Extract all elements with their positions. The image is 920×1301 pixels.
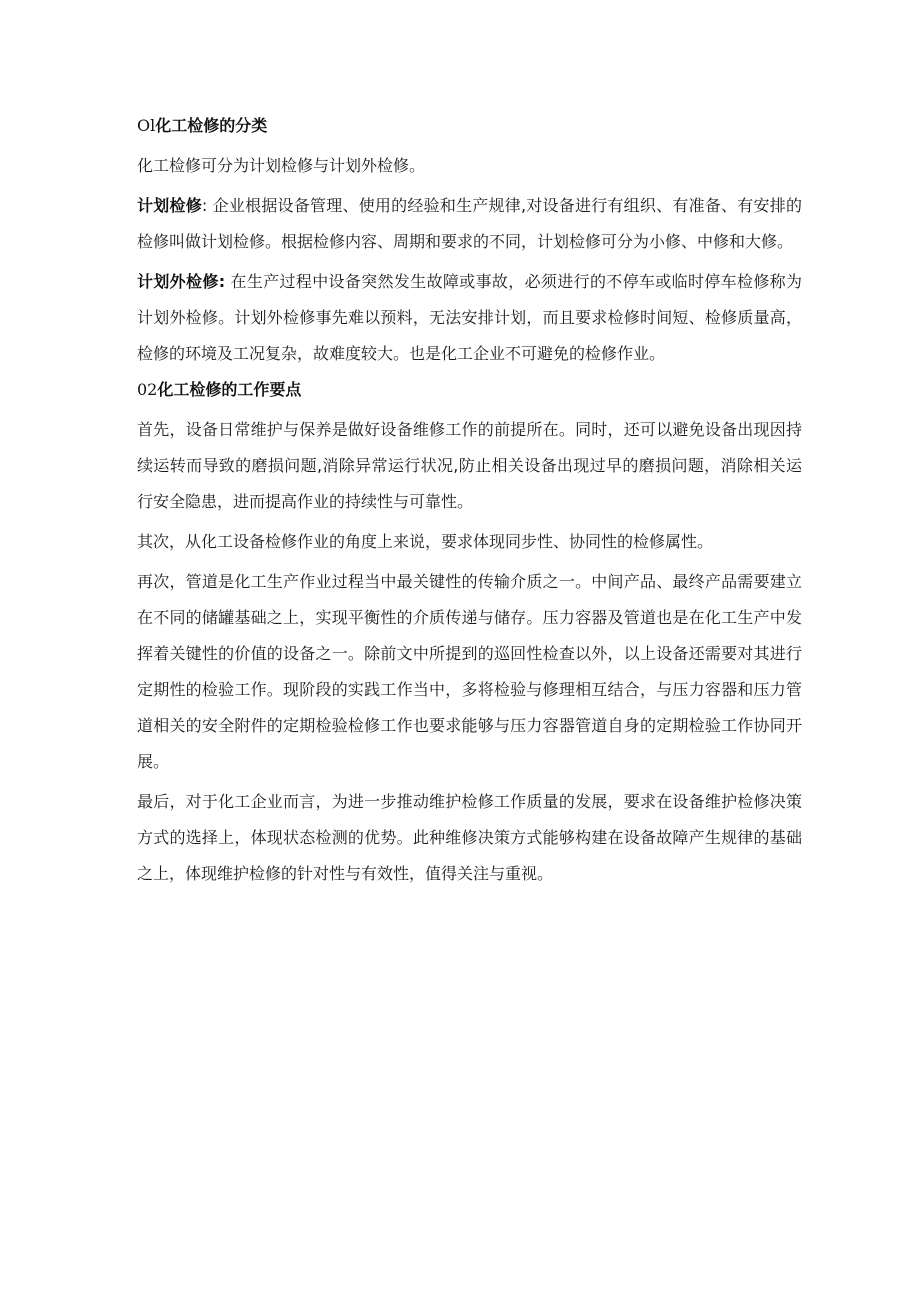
section-1-intro: 化工检修可分为计划检修与计划外检修。: [137, 156, 426, 175]
section-1-title: 化工检修的分类: [155, 116, 268, 135]
section-2-title: 化工检修的工作要点: [157, 380, 302, 399]
planned-maintenance-text: : 企业根据设备管理、使用的经验和生产规律,对设备进行有组织、有准备、有安排的检修叫做计划检修。根据检修内容、周期和要求的不同，计划检修可分为小修、中修和大修。: [137, 196, 802, 251]
unplanned-maintenance-text: 在生产过程中设备突然发生故障或事故，必须进行的不停车或临时停车检修称为计划外检修。计划外检修事先难以预料，无法安排计划，而且要求检修时间短、检修质量高，检修的环境及工况复杂，故难度较大。也是化工企业不可避免的检修作业。: [137, 272, 802, 363]
section-1-heading: [137, 108, 802, 144]
document-body: [137, 108, 802, 892]
planned-maintenance-term: 计划检修: [137, 196, 202, 215]
section-2-heading: [137, 372, 802, 408]
section-2-number: 02: [137, 380, 158, 399]
section-1-number: Ol: [137, 116, 156, 135]
last-point-paragraph: 最后，对于化工企业而言，为进一步推动维护检修工作质量的发展，要求在设备维护检修决策方式的选择上，体现状态检测的优势。此种维修决策方式能够构建在设备故障产生规律的基础之上，体现维护检修的针对性与有效性，值得关注与重视。: [137, 792, 802, 883]
first-point-paragraph: 首先，设备日常维护与保养是做好设备维修工作的前提所在。同时，还可以避免设备出现因持续运转而导致的磨损问题,消除异常运行状况,防止相关设备出现过早的磨损问题，消除相关运行安全隐患，进而提高作业的持续性与可靠性。: [137, 420, 802, 511]
third-point-paragraph: 再次，管道是化工生产作业过程当中最关键性的传输介质之一。中间产品、最终产品需要建立在不同的储罐基础之上，实现平衡性的介质传递与储存。压力容器及管道也是在化工生产中发挥着关键性的价值的设备之一。除前文中所提到的巡回性检查以外，以上设备还需要对其进行定期性的检验工作。现阶段的实践工作当中，多将检验与修理相互结合，与压力容器和压力管道相关的安全附件的定期检验检修工作也要求能够与压力容器管道自身的定期检验工作协同开展。: [137, 572, 802, 771]
planned-maintenance-paragraph: [137, 188, 802, 260]
unplanned-maintenance-term: 计划外检修:: [137, 272, 226, 291]
second-point-paragraph: 其次，从化工设备检修作业的角度上来说，要求体现同步性、协同性的检修属性。: [137, 532, 714, 551]
unplanned-maintenance-paragraph: [137, 264, 802, 372]
